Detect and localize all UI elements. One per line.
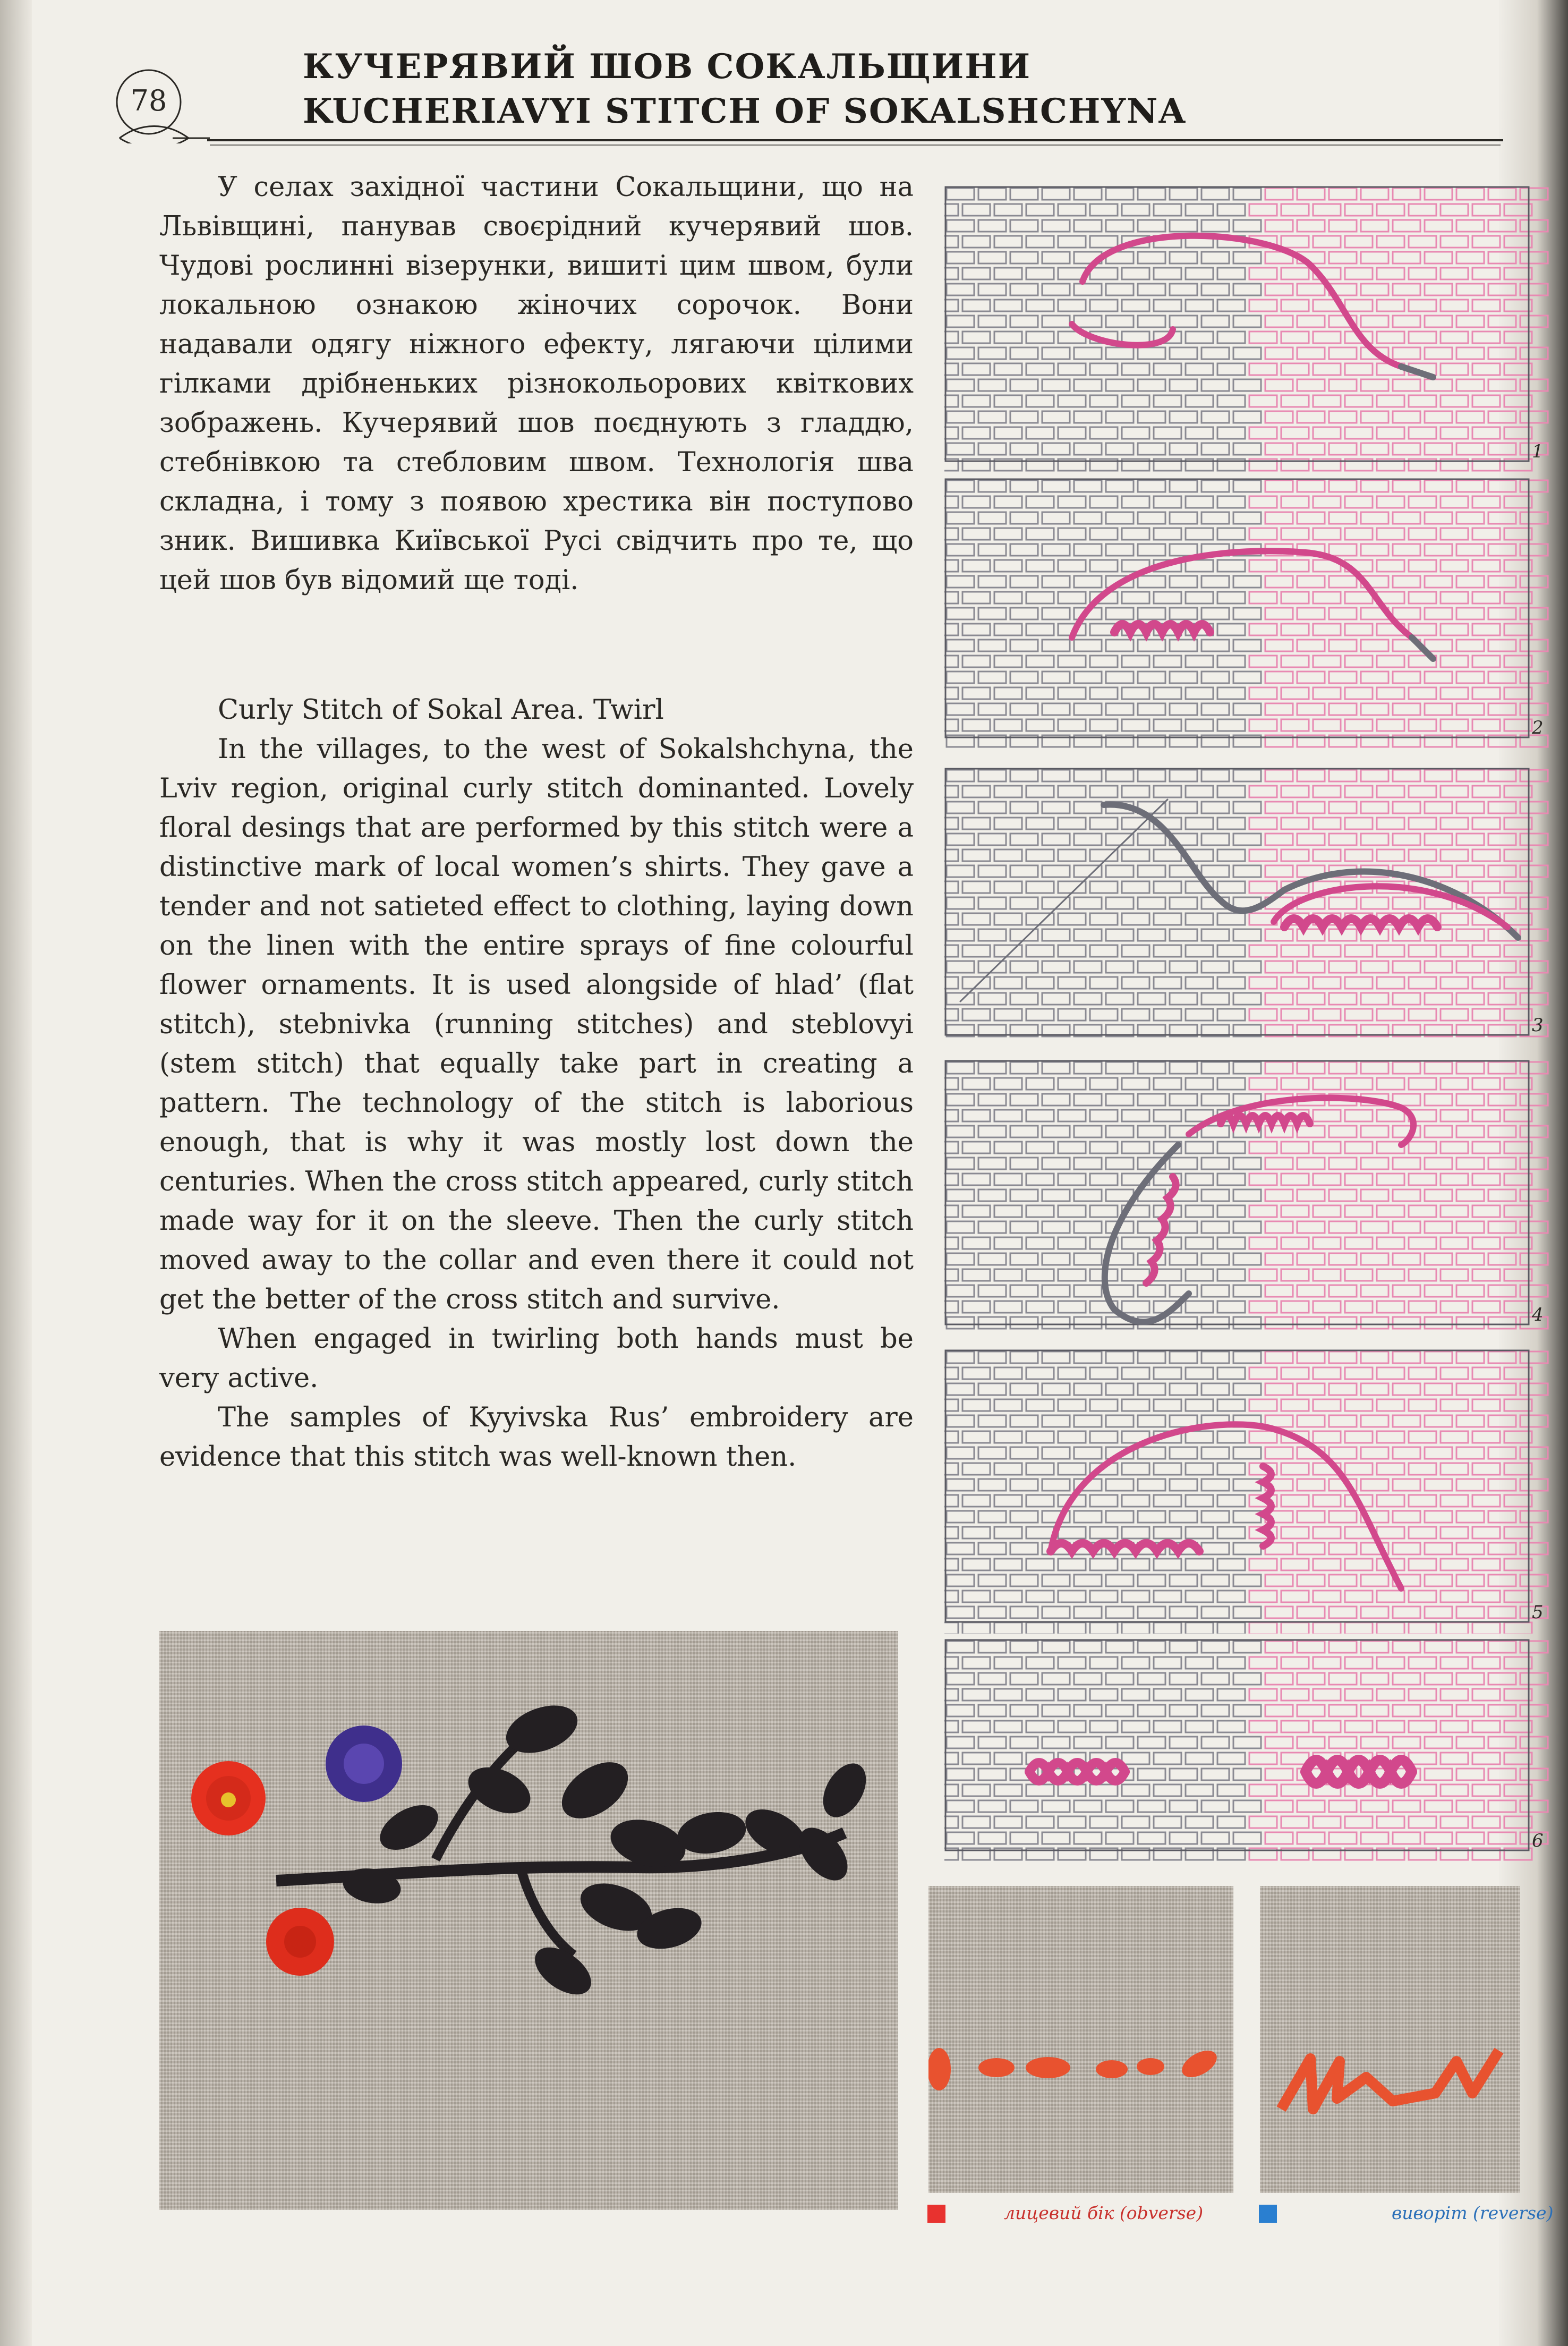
diagram-number: 4 [1532, 1304, 1544, 1325]
obverse-photo [928, 1886, 1233, 2193]
stitch-diagram-panel [944, 1349, 1554, 1634]
stitch-diagram-panel [944, 186, 1554, 473]
obverse-swatch [927, 2205, 945, 2223]
obverse-caption: лицевий бік (obverse) [1004, 2203, 1204, 2223]
reverse-swatch [1259, 2205, 1277, 2223]
page-number-badge [109, 64, 210, 143]
stitch-diagram [944, 1060, 1554, 1336]
body-text-ukrainian [159, 168, 914, 600]
thread-path [1306, 1760, 1412, 1772]
header-rule-thin [210, 144, 1501, 146]
paragraph-english: The samples of Kyyivska Rus’ embroidery are evidence that this stitch was well-known then. [159, 1402, 914, 1473]
page-gutter-shadow [0, 0, 32, 2346]
diagram-number: 2 [1532, 717, 1544, 738]
obverse-stitches-image [928, 1886, 1233, 2193]
thread-path [1051, 1543, 1199, 1551]
reverse-caption: виворіт (reverse) [1392, 2203, 1554, 2223]
reverse-stitches-image [1260, 1886, 1520, 2193]
stitch-diagram [944, 186, 1554, 473]
diagram-number: 5 [1532, 1602, 1544, 1623]
thread-path [1306, 1772, 1412, 1783]
stitch-diagram [944, 1639, 1554, 1862]
header-rule [207, 139, 1503, 141]
red-flower-bottom [266, 1908, 334, 1976]
stitch-diagram [944, 1349, 1554, 1634]
paragraph-english: In the villages, to the west of Sokalshchyna, the Lviv region, original curly stitch dominanted. Lovely floral desings that are performed by this stitch were a distinctive mark of local women’s shirts. They gave a tender and not satieted effect to clothing, laying down on the linen with the entire sprays of fine colourful flower ornaments. It is used alongside of hlad’ (flat stitch), stebnivka (running stitches) and steblovyi (stem stitch) that equally take part in creating a pattern. The technology of the stitch is laborious enough, that is why it was mostly lost down the centuries. When the cross stitch appeared, curly stitch made way for it on the sleeve. Then the curly stitch moved away to the collar and even there it could not get the better of the cross stitch and survive. [159, 734, 914, 1315]
reverse-photo [1260, 1886, 1520, 2193]
thread-path [1284, 919, 1437, 927]
thread-path [1029, 1772, 1125, 1781]
stitch-diagram [944, 478, 1554, 749]
body-text-english [159, 691, 914, 1477]
thread-path [1029, 1763, 1125, 1772]
paragraph-english: When engaged in twirling both hands must be very active. [159, 1323, 914, 1394]
thread-path [1114, 624, 1210, 632]
stitch-diagram-panel [944, 478, 1554, 749]
thread-path [1221, 1116, 1310, 1124]
page-title-ukrainian: КУЧЕРЯВИЙ ШОВ СОКАЛЬЩИНИ [303, 47, 1032, 87]
embroidery-photo [159, 1631, 898, 2210]
stitch-diagram-panel [944, 1060, 1554, 1336]
diagram-number: 1 [1532, 441, 1544, 462]
stitch-diagram-panel [944, 768, 1554, 1047]
blue-flower [326, 1726, 402, 1802]
stitch-diagram-panel [944, 1639, 1554, 1862]
diagram-number: 3 [1532, 1015, 1544, 1036]
diagram-number: 6 [1532, 1830, 1544, 1851]
thread-path [1146, 1177, 1176, 1283]
section-heading-english: Curly Stitch of Sokal Area. Twirl [218, 694, 664, 726]
red-flower-left [191, 1761, 266, 1835]
page-number: 78 [130, 84, 167, 117]
stitch-diagram [944, 768, 1554, 1047]
page-title-english: KUCHERIAVYI STITCH OF SOKALSHCHYNA [303, 91, 1187, 131]
floral-sprig-image [159, 1631, 898, 2210]
paragraph-ukrainian: У селах західної частини Сокальщини, що на Львівщині, панував своєрідний кучерявий шов. Чудові рослинні візерунки, вишиті цим швом, були локальною ознакою жіночих сорочок. Вони надавали одягу ніжного ефекту, лягаючи цілими гілками дрібненьких різнокольорових квіткових зображень. Кучерявий шов поєднують з гладдю, стебнівкою та стебловим швом. Технологія шва складна, і тому з появою хрестика він поступово зник. Вишивка Київської Русі свідчить про те, що цей шов був відомий ще тоді. [159, 172, 914, 596]
